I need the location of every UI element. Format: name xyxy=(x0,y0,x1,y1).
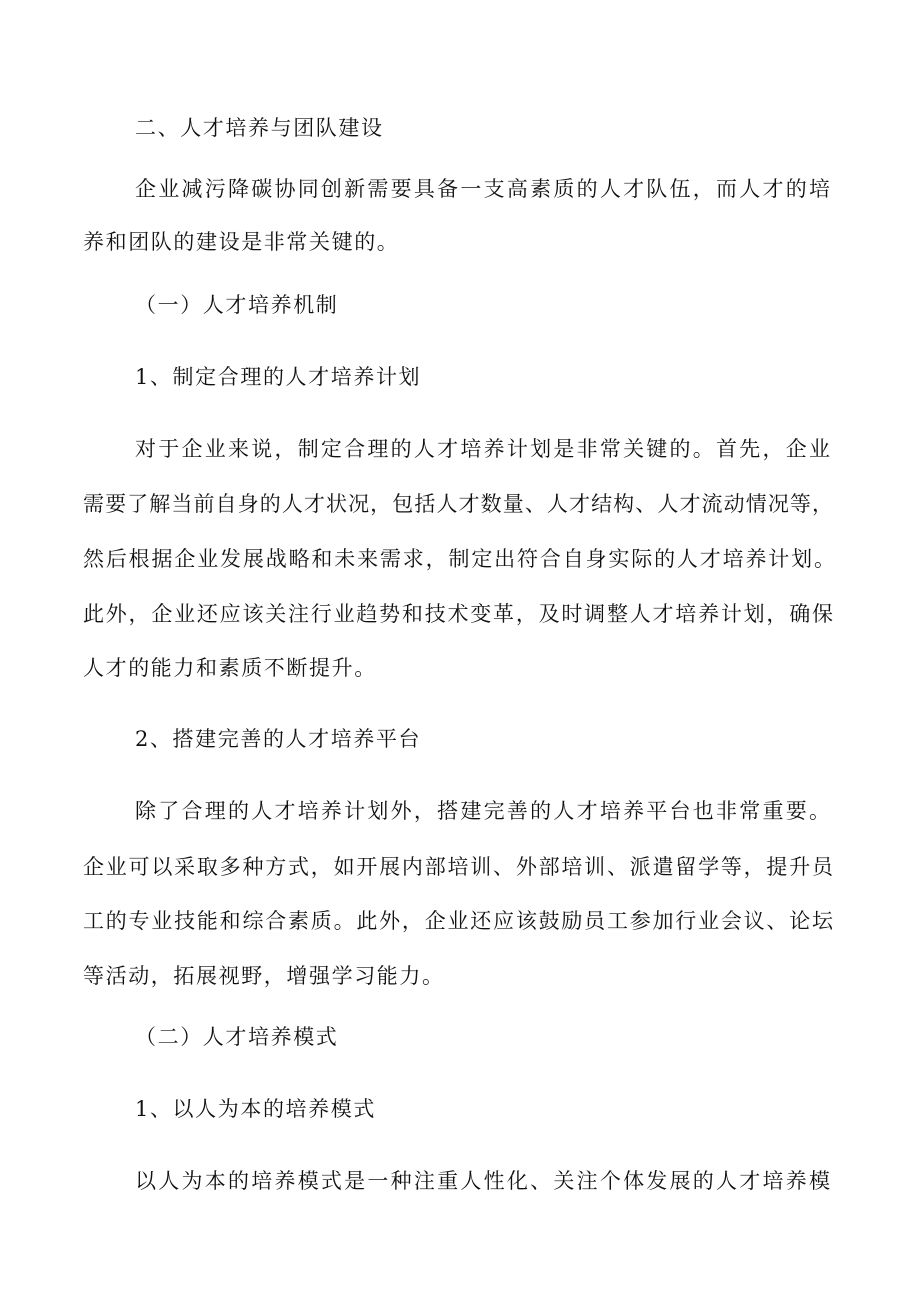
item-1-title: 1、制定合理的人才培养计划 xyxy=(135,365,422,389)
item-2-paragraph-line-1: 除了合理的人才培养计划外，搭建完善的人才培养平台也非常重要。 xyxy=(135,799,830,823)
item-2-paragraph-line-2: 企业可以采取多种方式，如开展内部培训、外部培训、派遣留学等，提升员 xyxy=(83,855,833,879)
item-1-paragraph-line-1: 对于企业来说，制定合理的人才培养计划是非常关键的。首先，企业 xyxy=(135,437,830,461)
sub-heading-talent-model: （二）人才培养模式 xyxy=(135,1025,339,1049)
section-heading: 二、人才培养与团队建设 xyxy=(135,116,384,140)
item-3-paragraph-line-1: 以人为本的培养模式是一种注重人性化、关注个体发展的人才培养模 xyxy=(135,1169,830,1193)
item-2-paragraph-line-3: 工的专业技能和综合素质。此外，企业还应该鼓励员工参加行业会议、论坛 xyxy=(83,909,833,933)
item-3-title: 1、以人为本的培养模式 xyxy=(135,1097,376,1121)
item-2-title: 2、搭建完善的人才培养平台 xyxy=(135,727,422,751)
intro-paragraph-line-2: 养和团队的建设是非常关键的。 xyxy=(83,230,400,254)
item-2-paragraph-line-4: 等活动，拓展视野，增强学习能力。 xyxy=(83,964,445,988)
intro-paragraph-line-1: 企业减污降碳协同创新需要具备一支高素质的人才队伍，而人才的培 xyxy=(135,177,830,201)
item-1-paragraph-line-2: 需要了解当前自身的人才状况，包括人才数量、人才结构、人才流动情况等， xyxy=(83,492,833,516)
sub-heading-talent-mechanism: （一）人才培养机制 xyxy=(135,293,339,317)
item-1-paragraph-line-3: 然后根据企业发展战略和未来需求，制定出符合自身实际的人才培养计划。 xyxy=(83,547,835,571)
item-1-paragraph-line-5: 人才的能力和素质不断提升。 xyxy=(83,656,377,680)
item-1-paragraph-line-4: 此外，企业还应该关注行业趋势和技术变革，及时调整人才培养计划，确保 xyxy=(83,602,833,626)
